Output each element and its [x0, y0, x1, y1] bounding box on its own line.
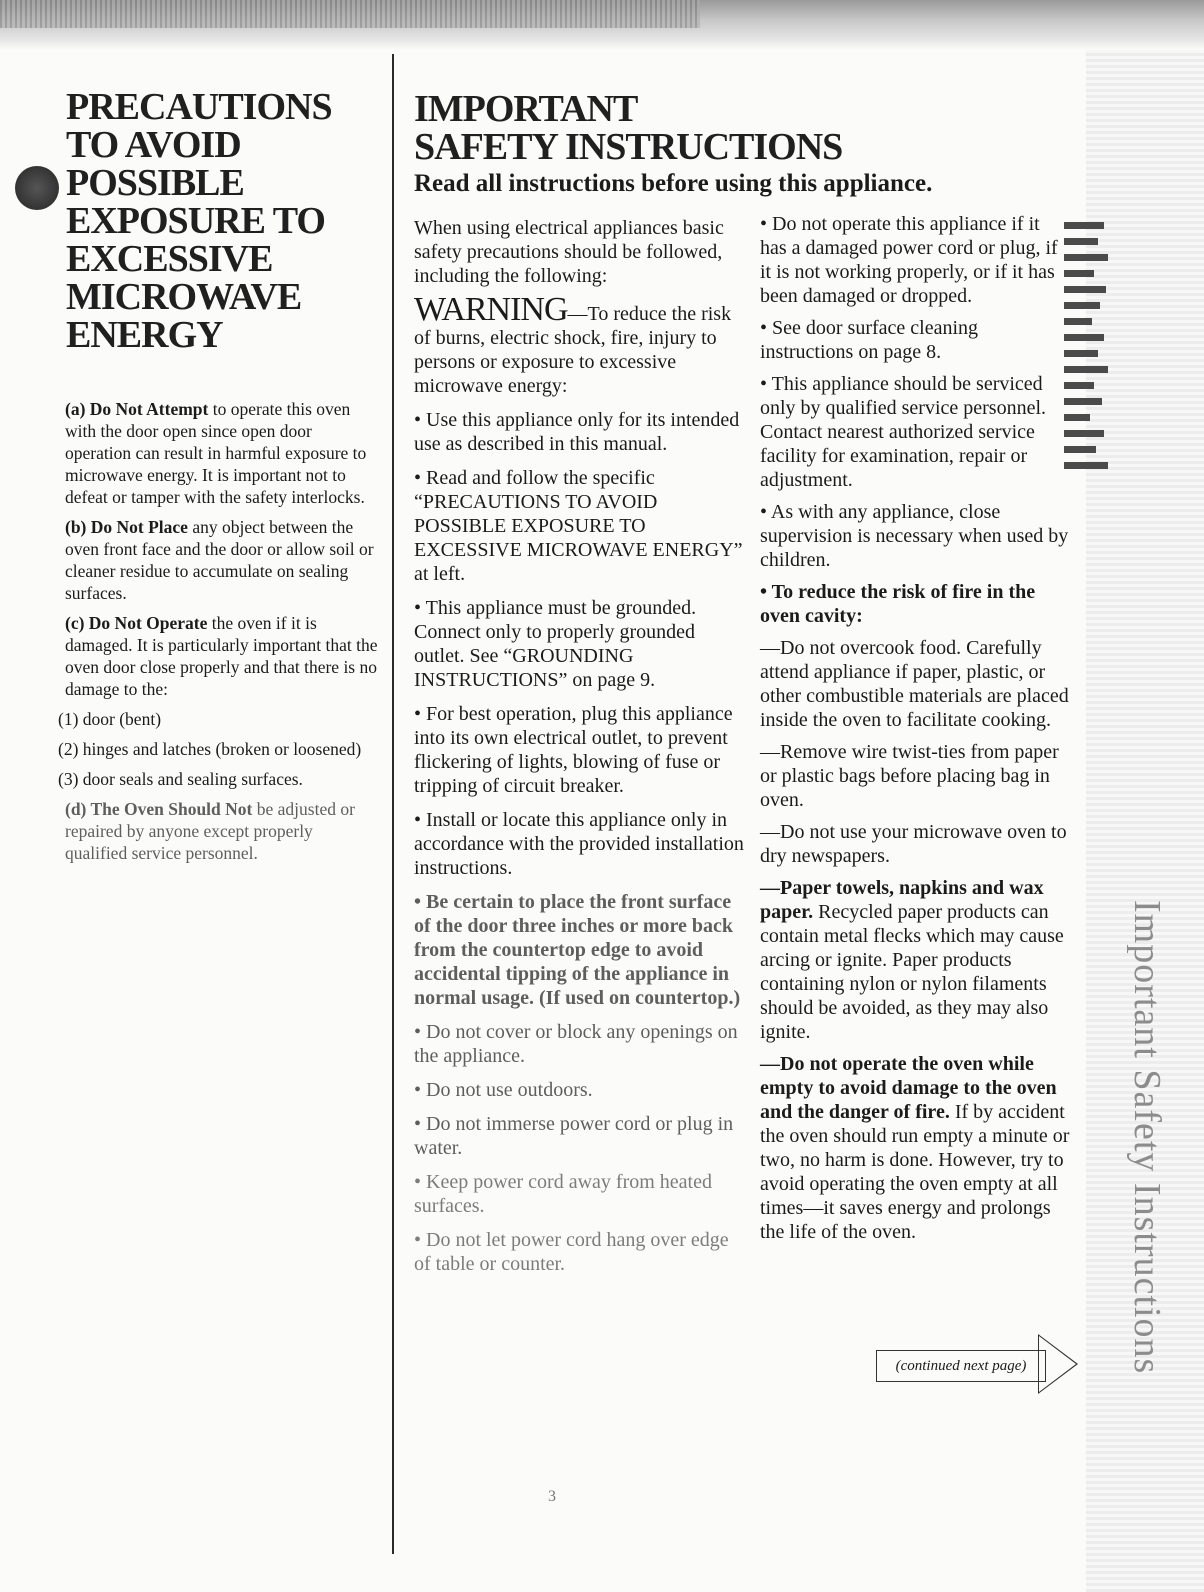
- list-item: • Do not cover or block any openings on the appliance.: [414, 1021, 738, 1067]
- list-item: • This appliance must be grounded. Connect only to properly grounded outlet. See “GROUNDING INSTRUCTIONS” on page 9.: [414, 597, 697, 691]
- list-item: —Do not overcook food. Carefully attend appliance if paper, plastic, or other combustible materials are placed inside the oven to facilitate cooking.: [760, 637, 1069, 731]
- empty-oven-warning: —Do not operate the oven while empty to avoid damage to the oven and the danger of fire. If by accident the oven should run empty a minute or two, no harm is done. However, try to avoid operating the oven empty at all times—it saves energy and prolongs the life of the oven.: [760, 1053, 1070, 1243]
- precautions-column: [58, 88, 378, 872]
- precaution-c: (c) Do Not Operate the oven if it is damaged. It is particularly important that the oven door close properly and that there is no damage to the:: [65, 613, 378, 699]
- list-item: • Use this appliance only for its intended use as described in this manual.: [414, 409, 740, 455]
- damage-item-2: (2) hinges and latches (broken or loosened): [58, 739, 362, 759]
- safety-column-1: [414, 216, 744, 1286]
- precaution-b: (b) Do Not Place any object between the oven front face and the door or allow soil or cleaner residue to accumulate on sealing surfaces.: [65, 517, 374, 603]
- list-item: —Remove wire twist-ties from paper or plastic bags before placing bag in oven.: [760, 741, 1059, 811]
- precautions-title: PRECAUTIONS TO AVOID POSSIBLE EXPOSURE TO EXCESSIVE MICROWAVE ENERGY: [66, 86, 332, 356]
- intro-text: When using electrical appliances basic safety precautions should be followed, including the following:: [414, 217, 724, 287]
- page-title-line2: SAFETY INSTRUCTIONS: [414, 126, 843, 168]
- registration-marks: [1064, 222, 1114, 478]
- precaution-d: (d) The Oven Should Not be adjusted or repaired by anyone except properly qualified service personnel.: [65, 799, 355, 863]
- list-item: • See door surface cleaning instructions on page 8.: [760, 317, 979, 363]
- continued-next-page: (continued next page): [876, 1350, 1046, 1382]
- list-item: • Do not let power cord hang over edge of table or counter.: [414, 1229, 729, 1275]
- list-item: —Do not use your microwave oven to dry newspapers.: [760, 821, 1067, 867]
- fire-heading: • To reduce the risk of fire in the oven cavity:: [760, 581, 1036, 627]
- page-number: 3: [548, 1488, 556, 1505]
- side-tab-label: Important Safety Instructions: [1126, 900, 1168, 1375]
- list-item: • As with any appliance, close supervision is necessary when used by children.: [760, 501, 1069, 571]
- list-item: • Keep power cord away from heated surfaces.: [414, 1171, 712, 1217]
- page-subtitle: Read all instructions before using this appliance.: [414, 170, 933, 197]
- section-bullet-icon: [15, 166, 59, 210]
- page-title-line1: IMPORTANT: [414, 88, 638, 130]
- list-item: • For best operation, plug this appliance into its own electrical outlet, to prevent flickering of lights, blowing of fuse or tripping of circuit breaker.: [414, 703, 733, 797]
- list-item: • Install or locate this appliance only in accordance with the provided installation instructions.: [414, 809, 744, 879]
- precaution-a: (a) Do Not Attempt to operate this oven with the door open since open door operation can result in harmful exposure to microwave energy. It is important not to defeat or tamper with the safety interlocks.: [65, 399, 367, 507]
- list-item: • Do not operate this appliance if it has a damaged power cord or plug, if it is not working properly, or if it has been damaged or dropped.: [760, 213, 1058, 307]
- safety-column-2: [760, 212, 1070, 1252]
- scan-top-band: [0, 0, 1204, 50]
- damage-item-1: (1) door (bent): [58, 709, 162, 729]
- list-item: • Do not use outdoors.: [414, 1079, 593, 1101]
- warning-word: WARNING: [414, 291, 568, 328]
- damage-item-3: (3) door seals and sealing surfaces.: [58, 769, 303, 789]
- column-divider: [392, 54, 394, 1554]
- list-item: • Read and follow the specific “PRECAUTIONS TO AVOID POSSIBLE EXPOSURE TO EXCESSIVE MICROWAVE ENERGY” at left.: [414, 467, 743, 585]
- list-item: • This appliance should be serviced only by qualified service personnel. Contact nearest authorized service facility for examination, repair or adjustment.: [760, 373, 1047, 491]
- list-item: • Do not immerse power cord or plug in water.: [414, 1113, 734, 1159]
- safety-header: [414, 90, 1074, 200]
- countertop-warning: • Be certain to place the front surface of the door three inches or more back from the countertop edge to avoid accidental tipping of the appliance in normal usage. (If used on countertop.): [414, 891, 741, 1009]
- paper-warning: —Paper towels, napkins and wax paper. Recycled paper products can contain metal flecks which may cause arcing or ignite. Paper products containing nylon or nylon filaments should be avoided, as they may also ignite.: [760, 877, 1064, 1043]
- warning-block: WARNING—To reduce the risk of burns, electric shock, fire, injury to persons or exposure to excessive microwave energy:: [414, 291, 732, 397]
